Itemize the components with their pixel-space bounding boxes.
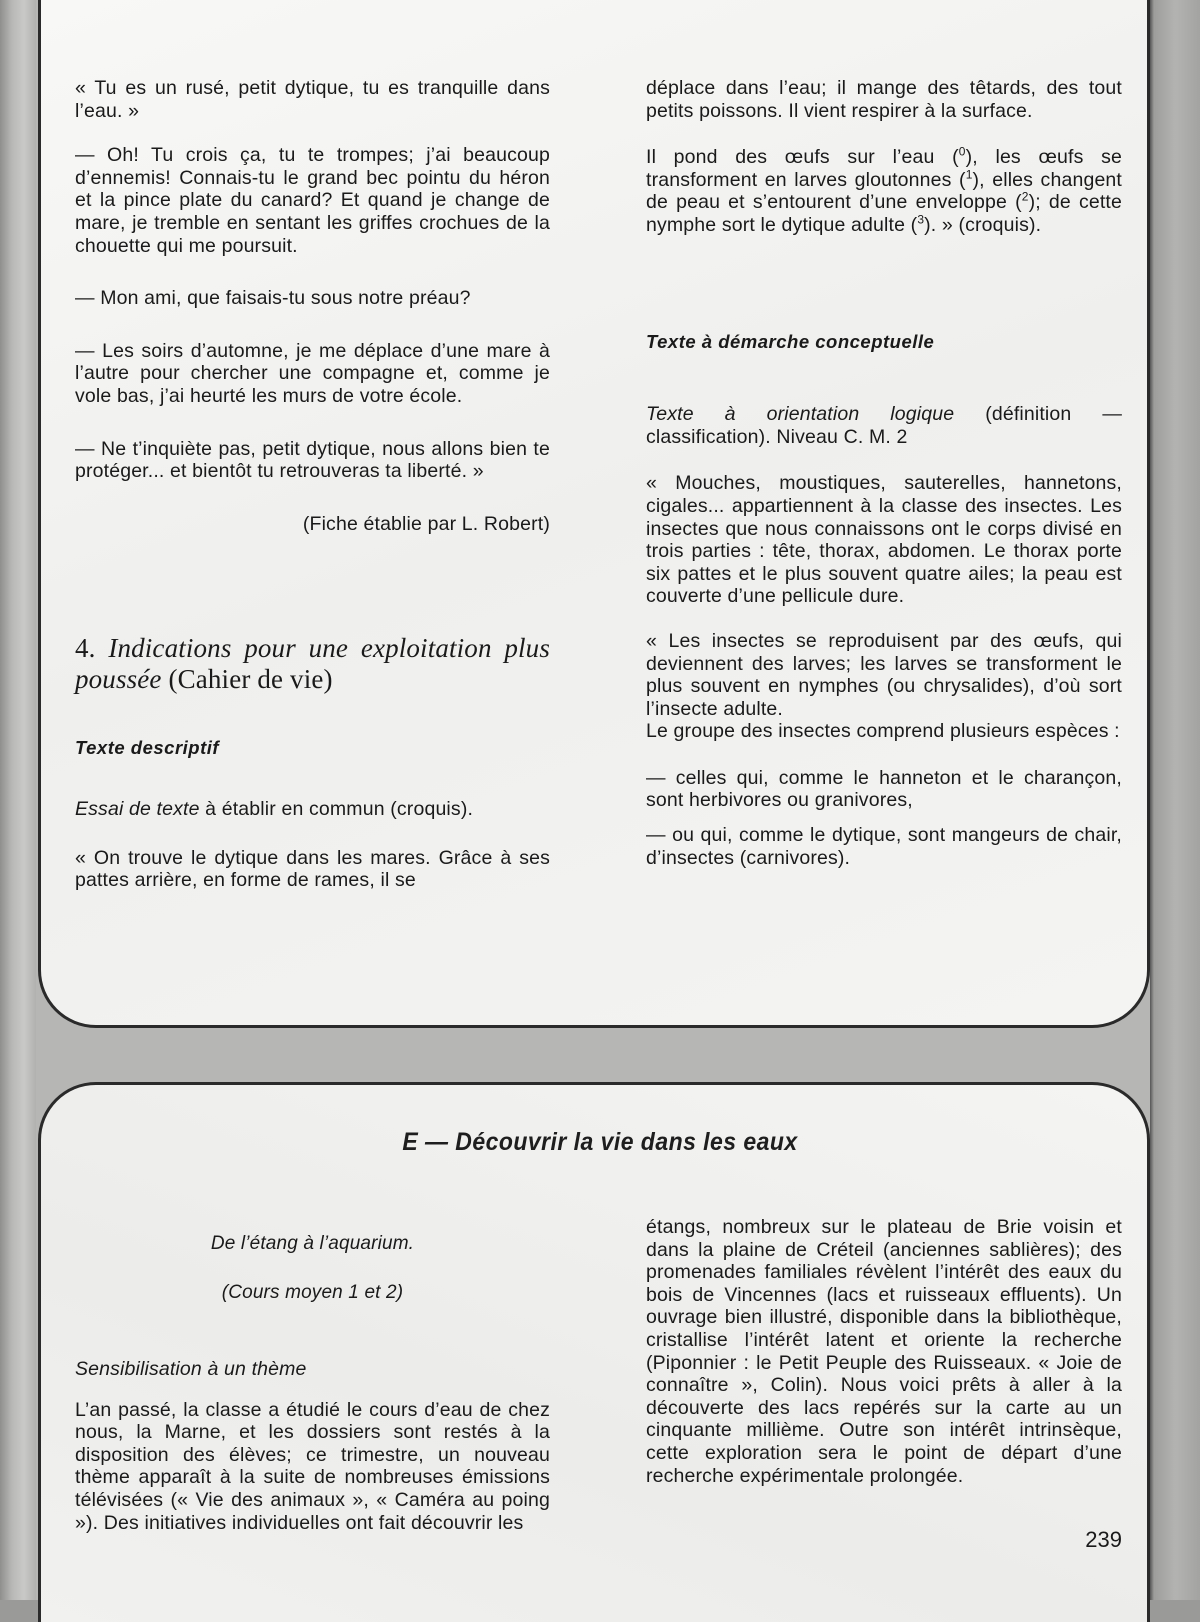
dialogue-paragraph: — Mon ami, que faisais-tu sous notre préau?: [75, 287, 471, 310]
top-left-column: [75, 77, 550, 914]
intro-paragraph: L’an passé, la classe a étudié le cours d’eau de chez nous, la Marne, et les dossiers sont restés à la disposition des élèves; ce trimestre, un nouveau thème apparaît à la suite de nombreuses émissions télévisées (« Vie des animaux », « Caméra au poing »). Des initiatives individuelles ont fait découvrir les: [75, 1398, 550, 1534]
bottom-right-column: [646, 1216, 1122, 1509]
continuation-paragraph: étangs, nombreux sur le plateau de Brie voisin et dans la plaine de Créteil (anciennes sablières); des promenades familiales révèlent l’intérêt des eaux du bois de Vincennes (lacs et ruisseaux effluents). Un ouvrage bien illustré, disponible dans la bibliothèque, cristallise l’intérêt latent et oriente la recherche (Piponnier : le Petit Peuple des Ruisseaux. « Joie de connaître », Colin). Nous voici prêts à aller à la découverte des lacs repérés sur la carte au un cinquante millième. Outre son intérêt intrinsèque, cette exploration sera le point de départ d’une recherche expérimentale prolongée.: [646, 1216, 1122, 1487]
page-number: 239: [1085, 1527, 1122, 1552]
section-title: E — Découvrir la vie dans les eaux: [402, 1128, 798, 1156]
herbivores-item: — celles qui, comme le hanneton et le charançon, sont herbivores ou granivores,: [646, 766, 1122, 812]
essai-italic: Essai de texte: [75, 797, 200, 820]
groups-paragraph: Le groupe des insectes comprend plusieurs espèces :: [646, 720, 1120, 743]
text-run: Il pond des œufs sur l’eau (: [646, 146, 959, 169]
text-run: ). » (croquis).: [924, 213, 1042, 236]
subheading-sensibilisation: Sensibilisation à un thème: [75, 1358, 307, 1380]
subheading-demarche-conceptuelle: Texte à démarche conceptuelle: [646, 330, 935, 352]
credit-line: (Fiche établie par L. Robert): [302, 512, 550, 535]
carnivores-item: — ou qui, comme le dytique, sont mangeurs de chair, d’insectes (carnivores).: [646, 824, 1122, 869]
subheading-texte-descriptif: Texte descriptif: [75, 737, 220, 759]
orientation-line: [646, 403, 1122, 448]
footnote-marker: 2: [1021, 189, 1029, 204]
subtitle-line: (Cours moyen 1 et 2): [221, 1282, 404, 1303]
footnote-marker: 3: [917, 212, 925, 227]
footnote-marker: 1: [965, 167, 973, 182]
classification-paragraph: « Mouches, moustiques, sauterelles, hannetons, cigales... appartiennent à la classe des insectes. Les insectes que nous connaissons ont le corps divisé en trois parties : tête, thorax, abdomen. Le thorax porte six pattes et le plus souvent quatre ailes; la peau est couverte d’une pellicule dure.: [646, 472, 1122, 608]
dialogue-paragraph: « Tu es un rusé, petit dytique, tu es tranquille dans l’eau. »: [75, 77, 550, 122]
dialogue-paragraph: — Les soirs d’automne, je me déplace d’une mare à l’autre pour chercher une compagne et, comme je vole bas, j’ai heurté les murs de votre école.: [75, 339, 550, 407]
text-run: ), elles changent de peau et s’entourent d’une enveloppe (: [646, 168, 1122, 214]
footnote-marker: 0: [958, 144, 966, 159]
book-edge-right: [1150, 0, 1200, 1600]
bottom-left-column: [75, 1230, 550, 1556]
lifecycle-paragraph: [646, 146, 1122, 236]
description-paragraph: déplace dans l’eau; il mange des têtards, des tout petits poissons. Il vient respirer à la surface.: [646, 77, 1122, 122]
heading-italic: Indications pour une exploitation plus poussée: [75, 633, 550, 695]
description-paragraph: « On trouve le dytique dans les mares. Grâce à ses pattes arrière, en forme de rames, il se: [75, 846, 550, 892]
essai-rest: à établir en commun (croquis).: [205, 797, 474, 820]
heading-number: 4.: [75, 633, 96, 664]
dialogue-paragraph: — Ne t’inquiète pas, petit dytique, nous allons bien te protéger... et bientôt tu retrouveras ta liberté. »: [75, 437, 550, 483]
subtitle-line: De l’étang à l’aquarium.: [210, 1233, 415, 1254]
top-right-column: [646, 77, 1122, 891]
dialogue-paragraph: — Oh! Tu crois ça, tu te trompes; j’ai beaucoup d’ennemis! Connais-tu le grand bec pointu du héron et la pince plate du canard? Et quand je change de mare, je tremble en sentant les griffes crochues de la chouette qui me poursuit.: [75, 144, 550, 257]
orientation-italic: Texte à orientation logique: [646, 403, 955, 426]
text-run: ); de cette nymphe sort le dytique adulte (: [646, 191, 1122, 236]
essai-line: [75, 798, 550, 821]
book-spine-left: [0, 0, 40, 1600]
text-run: ), les œufs se transforment en larves gloutonnes (: [646, 146, 1122, 191]
orientation-rest: (définition — classification). Niveau C. M. 2: [646, 403, 1122, 448]
heading-rest: (Cahier de vie): [168, 664, 333, 695]
reproduction-paragraph: « Les insectes se reproduisent par des œufs, qui deviennent des larves; les larves se transforment le plus souvent en nymphes (ou chrysalides), d’où sort l’insecte adulte.: [646, 629, 1122, 720]
section-heading-4: [75, 633, 550, 695]
